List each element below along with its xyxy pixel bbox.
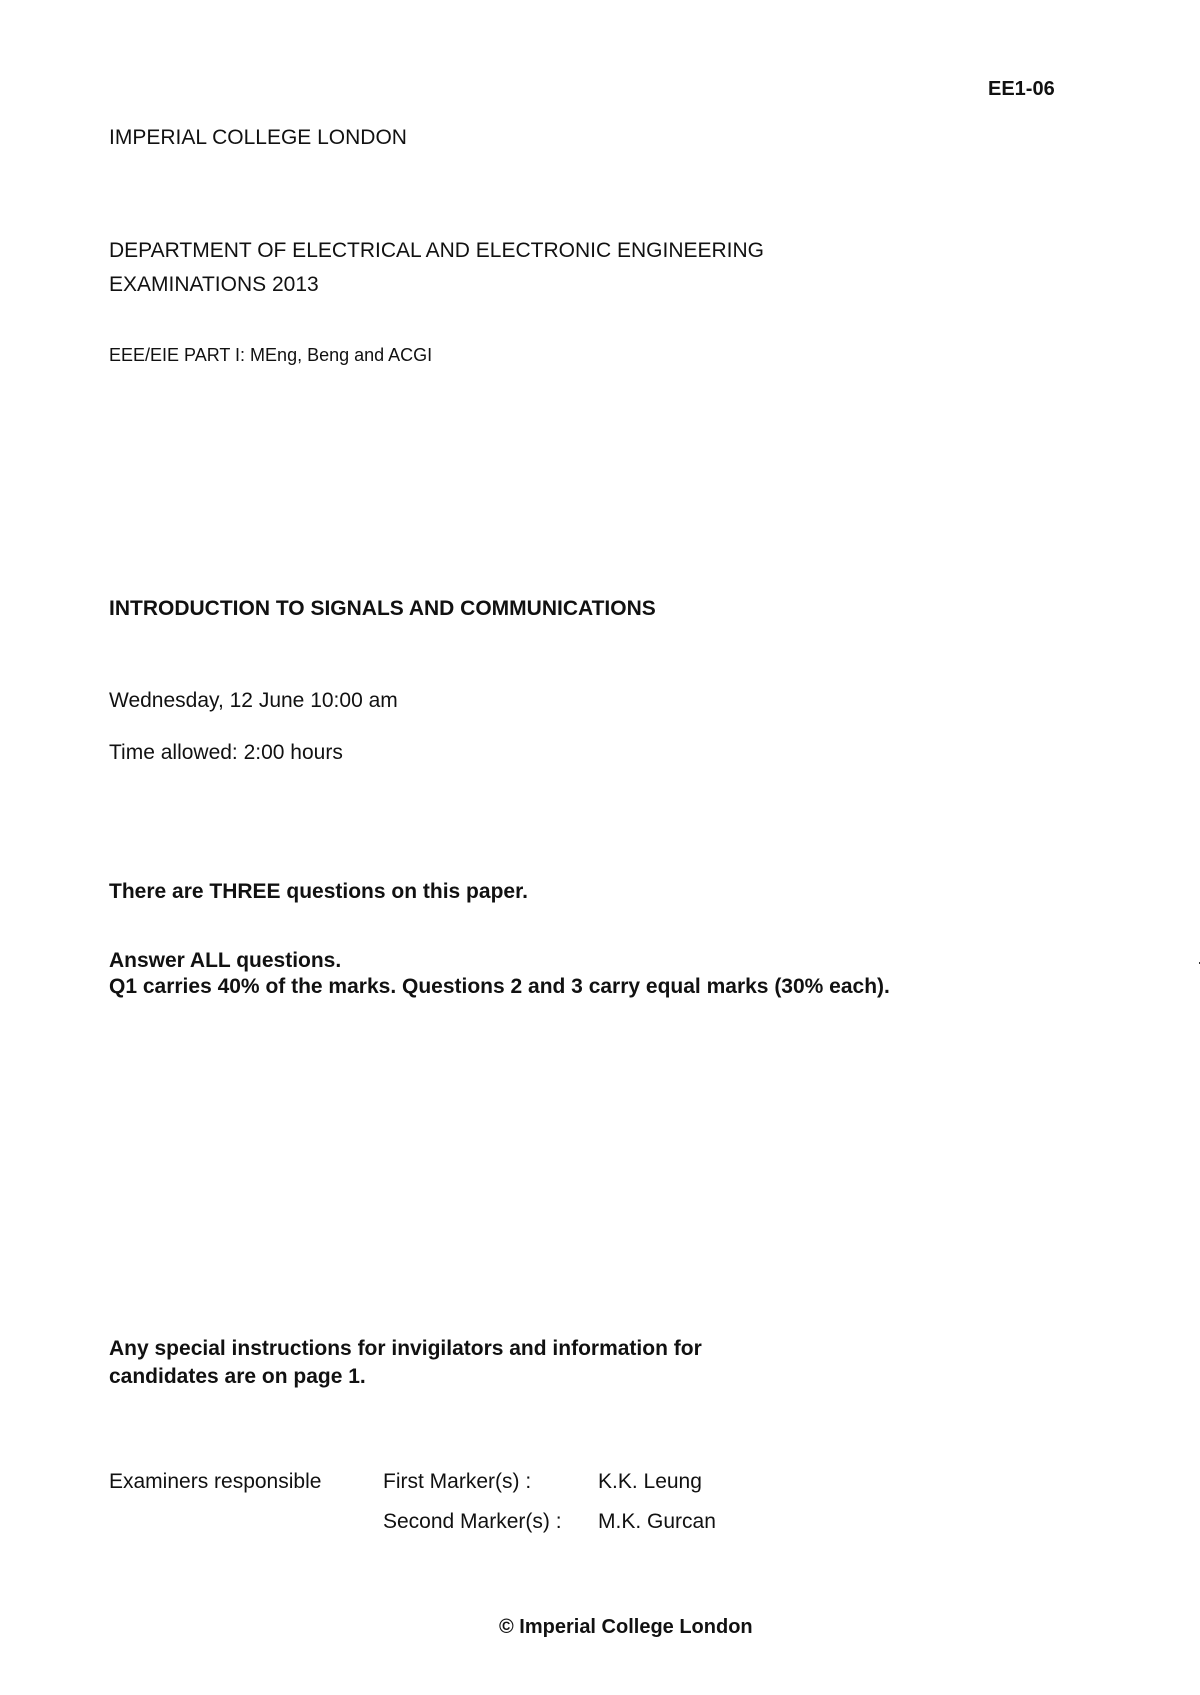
first-marker-label: First Marker(s) : (383, 1470, 532, 1493)
time-allowed: Time allowed: 2:00 hours (109, 741, 343, 764)
special-instructions: Any special instructions for invigilators and information for candidates are on page 1. (109, 1337, 702, 1388)
exam-session: EXAMINATIONS 2013 (109, 273, 319, 296)
second-marker-label: Second Marker(s) : (383, 1510, 562, 1533)
institution-name: IMPERIAL COLLEGE LONDON (109, 126, 407, 149)
department-block (109, 234, 764, 302)
marks-distribution: Q1 carries 40% of the marks. Questions 2 and 3 carry equal marks (30% each). (109, 975, 890, 998)
programme-line: EEE/EIE PART I: MEng, Beng and ACGI (109, 345, 433, 365)
examiners-label: Examiners responsible (109, 1470, 322, 1493)
department-name: DEPARTMENT OF ELECTRICAL AND ELECTRONIC ENGINEERING (109, 239, 764, 262)
copyright-notice: © Imperial College London (499, 1616, 753, 1638)
subject-title: INTRODUCTION TO SIGNALS AND COMMUNICATIONS (109, 597, 656, 620)
question-count: There are THREE questions on this paper. (109, 880, 528, 903)
answer-all-line: Answer ALL questions. (109, 949, 342, 972)
first-marker-name: K.K. Leung (598, 1470, 702, 1493)
answer-instructions (109, 948, 909, 1000)
exam-date-time: Wednesday, 12 June 10:00 am (109, 689, 398, 712)
second-marker-name: M.K. Gurcan (598, 1510, 716, 1533)
paper-code: EE1-06 (988, 78, 1055, 100)
